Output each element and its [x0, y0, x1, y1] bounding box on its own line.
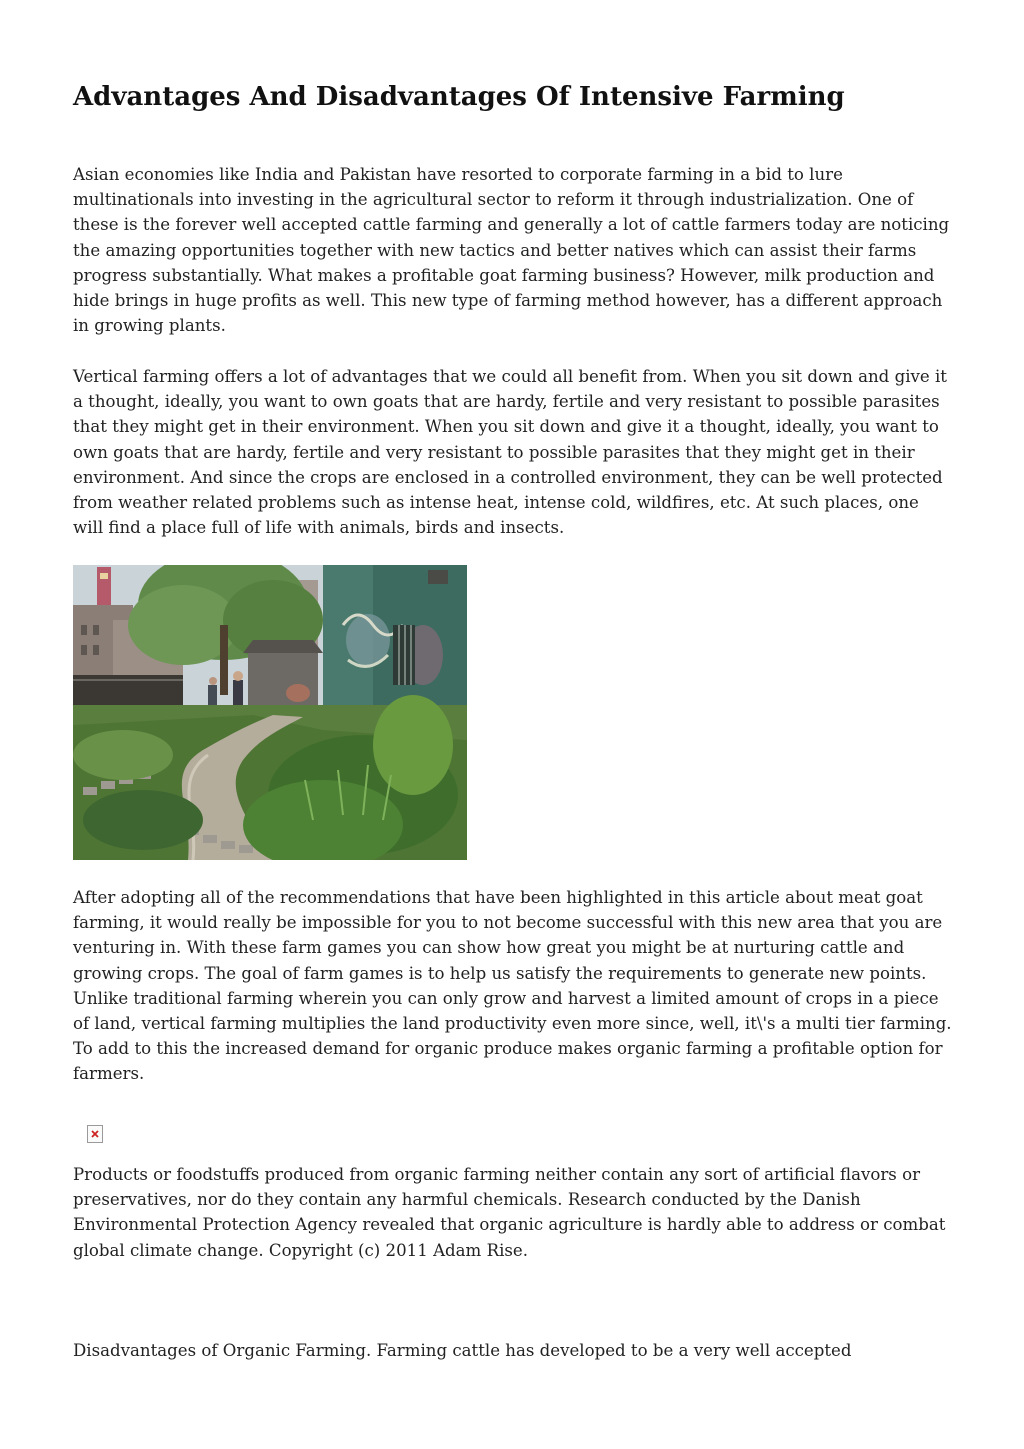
paragraph-3: After adopting all of the recommendations that have been highlighted in this article about meat goat farming, it would really be impossible for you to not become successful with this new area that you are venturing in. With these farm games you can show how great you might be at nurturing cattle and growing crops. The goal of farm games is to help us satisfy the requirements to generate new points. Unlike traditional farming wherein you can only grow and harvest a limited amount of crops in a piece of land, vertical farming multiplies the land productivity even more since, well, it\'s a multi tier farming. To add to this the increased demand for organic produce makes organic farming a profitable option for farmers.: [73, 888, 952, 1084]
paragraph-2: Vertical farming offers a lot of advantages that we could all benefit from. When you sit down and give it a thought, ideally, you want to own goats that are hardy, fertile and very resistant to possible parasites that they might get in their environment. When you sit down and give it a thought, ideally, you want to own goats that are hardy, fertile and very resistant to possible parasites that they might get in their environment. And since the crops are enclosed in a controlled environment, they can be well protected from weather related problems such as intense heat, intense cold, wildfires, etc. At such places, one will find a place full of life with animals, birds and insects.: [73, 367, 947, 538]
broken-image-icon: [87, 1125, 103, 1143]
paragraph-5: Disadvantages of Organic Farming. Farming cattle has developed to be a very well accepted: [73, 1341, 852, 1360]
paragraph-4: Products or foodstuffs produced from organic farming neither contain any sort of artificial flavors or preservatives, nor do they contain any harmful chemicals. Research conducted by the Danish Environmental Protection Agency revealed that organic agriculture is hardly able to address or combat global climate change. Copyright (c) 2011 Adam Rise.: [73, 1165, 946, 1260]
document-title: Advantages And Disadvantages Of Intensive Farming: [73, 82, 845, 112]
paragraph-1: Asian economies like India and Pakistan have resorted to corporate farming in a bid to lure multinationals into investing in the agricultural sector to reform it through industrialization. One of these is the forever well accepted cattle farming and generally a lot of cattle farmers today are noticing the amazing opportunities together with new tactics and better natives which can assist their farms progress substantially. What makes a profitable goat farming business? However, milk production and hide brings in huge profits as well. This new type of farming method however, has a different approach in growing plants.: [73, 165, 950, 336]
garden-photo: [73, 565, 467, 860]
